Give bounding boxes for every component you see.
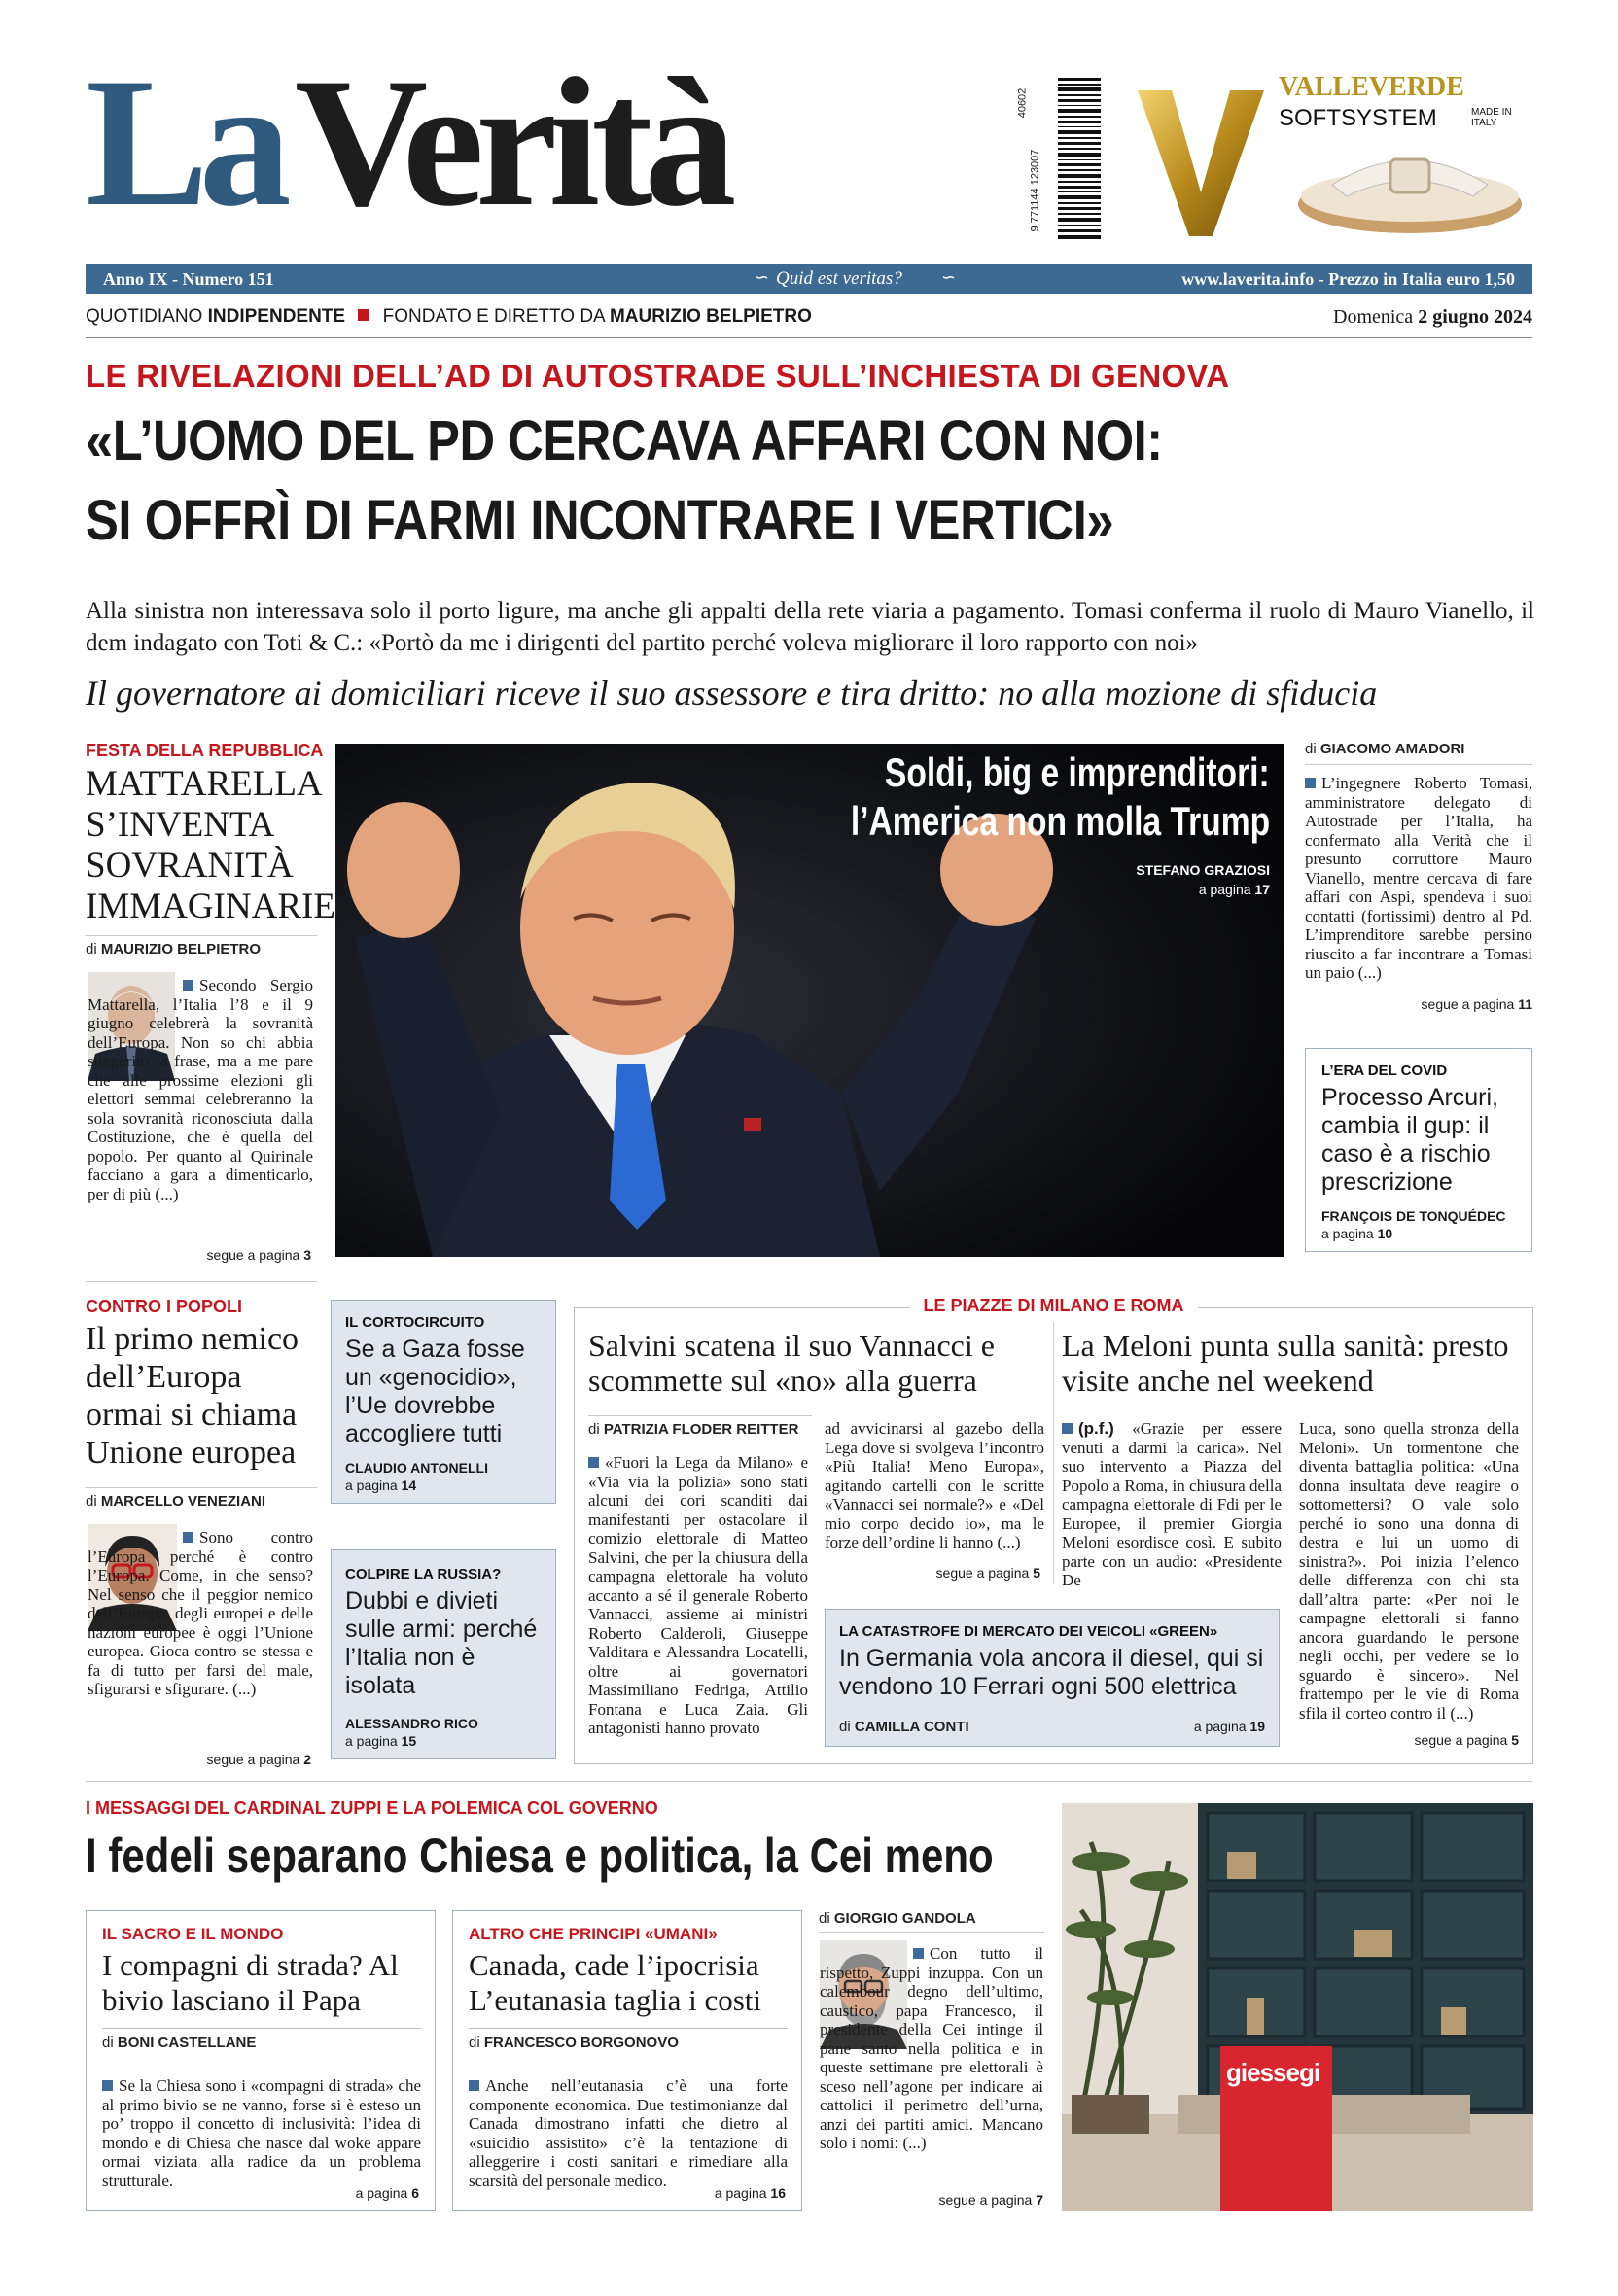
divider xyxy=(86,337,1532,338)
divider xyxy=(86,1781,1532,1782)
author-name: BONI CASTELLANE xyxy=(117,2035,257,2051)
bullet-square-icon xyxy=(1062,1423,1073,1434)
canada-text xyxy=(469,2076,788,2190)
more-page: 11 xyxy=(1518,996,1532,1012)
author-name: MARCELLO VENEZIANI xyxy=(100,1493,266,1510)
gaza-box[interactable] xyxy=(331,1300,556,1504)
logo-la: La xyxy=(86,41,282,245)
author-name: CAMILLA CONTI xyxy=(854,1719,969,1735)
green-box[interactable] xyxy=(825,1609,1280,1747)
sacro-page xyxy=(356,2185,419,2201)
page-number: 10 xyxy=(1377,1226,1393,1241)
ad-brand: VALLEVERDE xyxy=(1279,72,1464,102)
salvini-text-body-2: ad avvicinarsi al gazebo della Lega dove si svolgeva l’incontro «Più Italia! Meno Europa», agitando cartelli con le scritte «Vannacci sei normale?» e «Del mio corpo decido io», ma le forze dell’ordine li hanno (...) xyxy=(825,1419,1044,1551)
site-price[interactable]: www.laverita.info - Prezzo in Italia euro 1,50 xyxy=(1181,269,1515,289)
lead-headline-2[interactable]: SI OFFRÌ DI FARMI INCONTRARE I VERTICI» xyxy=(86,489,1114,552)
meloni-more[interactable] xyxy=(1299,1732,1519,1748)
veneziani-more[interactable] xyxy=(86,1752,311,1767)
byline-di: di xyxy=(819,1910,830,1927)
veneziani-headline[interactable]: Il primo nemico dell’Europa ormai si chiama Unione europea xyxy=(86,1321,299,1471)
ad-sub: SOFTSYSTEM xyxy=(1279,105,1437,131)
quotidiano-label: QUOTIDIANO xyxy=(86,306,203,327)
canada-headline: Canada, cade l’ipocrisia L’eutanasia taglia i costi xyxy=(469,1948,762,2017)
zuppi-headline[interactable]: I fedeli separano Chiesa e politica, la Cei meno xyxy=(86,1828,994,1883)
salvini-text-2 xyxy=(825,1419,1044,1552)
page-label: a pagina xyxy=(1198,882,1251,897)
left-headline[interactable]: MATTARELLA S’INVENTA SOVRANITÀ IMMAGINARIE xyxy=(86,764,335,926)
director-name: MAURIZIO BELPIETRO xyxy=(609,306,812,327)
giessegi-logo xyxy=(1220,2046,1332,2211)
byline-di: di xyxy=(102,2035,114,2051)
author-name: GIORGIO GANDOLA xyxy=(833,1910,976,1927)
right-text-body: L’ingegnere Roberto Tomasi, amministratore delegato di Autostrade per l’Italia, ha confermato alla Verità che il presunto corruttore Mauro Vianello, mentre cercava di fare affari con Aspi, spendeva i suoi contatti (fortissimi) dentro al Pd. L’imprenditore sarebbe persino riuscito a far incontrare a Tomasi un paio (...) xyxy=(1305,774,1532,982)
green-kicker: LA CATASTROFE DI MERCATO DEI VEICOLI «GREEN» xyxy=(839,1623,1218,1640)
russia-headline: Dubbi e divieti sulle armi: perché l’Italia non è isolata xyxy=(345,1587,538,1699)
bottom-ad[interactable] xyxy=(1062,1803,1533,2211)
left-more[interactable] xyxy=(86,1247,311,1263)
divider xyxy=(819,1932,1044,1933)
valleverde-v-logo xyxy=(1133,76,1269,241)
ad-bottom-brand: giessegi xyxy=(1226,2058,1320,2087)
author-name: GIACOMO AMADORI xyxy=(1319,741,1465,757)
indipendente-label: INDIPENDENTE xyxy=(207,306,346,327)
more-label: segue a pagina xyxy=(206,1752,300,1767)
logo-verita: Verità xyxy=(295,41,728,245)
barcode xyxy=(1016,78,1108,248)
author-name: MAURIZIO BELPIETRO xyxy=(100,941,262,957)
bullet-square-icon xyxy=(183,1532,193,1543)
meloni-text-body-1: «Grazie per essere venuti a darmi la carica». Nel suo intervento a Piazza del Popolo a Roma, in chiusura della campagna elettorale di Fdi per le Europee, il premier Giorgia Meloni esordisce così. E subito parte con un audio: «Presidente De xyxy=(1062,1419,1282,1589)
lead-deck: Il governatore ai domiciliari riceve il suo assessore e tira dritto: no alla mozione di sfiducia xyxy=(86,674,1378,713)
gandola-byline xyxy=(819,1910,976,1927)
russia-page xyxy=(345,1733,416,1749)
veneziani-text-body: Sono contro l’Europa perché è contro l’Europa. Come, in che senso? Nel senso che il peggior nemico dell’Europa, degli europei e delle nazioni europee è oggi l’Unione europea. Gioca contro se stessa e fa di tutto per farsi del male, sfigurarsi e sfigurare. (...) xyxy=(88,1528,313,1698)
canada-text-body: Anche nell’eutanasia c’è una forte componente economica. Due testimonianze dal Canada dimostrano infatti che dietro al «suicidio assistito» c’è la tentazione di alleggerire i costi sanitari e rimediare alla scarsità del personale medico. xyxy=(469,2076,788,2190)
russia-byline: ALESSANDRO RICO xyxy=(345,1716,478,1731)
canada-byline xyxy=(469,2035,679,2051)
salvini-headline[interactable]: Salvini scatena il suo Vannacci e scommette sul «no» alla guerra xyxy=(588,1328,995,1398)
sacro-byline xyxy=(102,2035,256,2051)
canada-kicker: ALTRO CHE PRINCIPI «UMANI» xyxy=(469,1925,718,1943)
russia-box[interactable] xyxy=(331,1549,556,1759)
page-label: a pagina xyxy=(345,1733,398,1749)
photo-page xyxy=(1199,882,1270,897)
page-label: a pagina xyxy=(345,1478,398,1493)
gandola-text xyxy=(820,1944,1043,2153)
author-name: FRANCESCO BORGONOVO xyxy=(483,2035,679,2051)
sub-bar xyxy=(86,306,1532,333)
divider xyxy=(588,1415,812,1416)
canada-box[interactable] xyxy=(452,1910,802,2211)
divider xyxy=(86,935,317,936)
sacro-box[interactable] xyxy=(86,1910,436,2211)
ornament-right-icon: ∽ xyxy=(941,267,957,287)
gaza-kicker: IL CORTOCIRCUITO xyxy=(345,1314,485,1331)
meloni-initials: (p.f.) xyxy=(1078,1419,1114,1438)
byline-di: di xyxy=(588,1421,600,1438)
gaza-page xyxy=(345,1478,416,1493)
ornament-left-icon: ∽ xyxy=(755,267,770,287)
photo-headline-1: Soldi, big e imprenditori: xyxy=(885,749,1270,795)
page-number: 16 xyxy=(770,2185,786,2201)
author-name: PATRIZIA FLODER REITTER xyxy=(603,1421,799,1438)
page-label: a pagina xyxy=(1193,1719,1247,1734)
veneziani-byline xyxy=(86,1493,265,1510)
issue-number: Anno IX - Numero 151 xyxy=(103,269,274,289)
byline-di: di xyxy=(86,941,97,957)
byline-di: di xyxy=(86,1493,97,1510)
gaza-headline: Se a Gaza fosse un «genocidio», l’Ue dovrebbe accogliere tutti xyxy=(345,1336,525,1447)
bullet-square-icon xyxy=(913,1948,924,1959)
left-byline xyxy=(86,941,261,957)
more-label: segue a pagina xyxy=(938,2192,1033,2208)
left-text-body: Secondo Sergio Mattarella, l’Italia l’8 e il 9 giugno celebrerà la sovranità dell’Europa. Non so chi abbia suggerito la frase, ma a me pare che alle prossime elezioni gli elettori semmai celebreranno la sola sovranità riconosciuta dalla Costituzione, che è quella del popolo. Per quanto al Quirinale facciano a gara a dimenticarlo, per di più (...) xyxy=(88,976,313,1203)
bullet-square-icon xyxy=(1305,778,1316,788)
barcode-icon xyxy=(1040,78,1108,248)
photo-byline: STEFANO GRAZIOSI xyxy=(1136,862,1270,878)
ad-made: MADE IN ITALY xyxy=(1471,107,1512,128)
veneziani-kicker: CONTRO I POPOLI xyxy=(86,1297,243,1316)
page-label: a pagina xyxy=(1321,1226,1374,1241)
canada-page xyxy=(715,2185,786,2201)
more-label: segue a pagina xyxy=(1421,996,1515,1012)
salvini-more[interactable] xyxy=(825,1565,1040,1581)
byline-di: di xyxy=(469,2035,480,2051)
right-byline xyxy=(1305,741,1464,757)
gaza-byline: CLAUDIO ANTONELLI xyxy=(345,1460,488,1476)
date-value: 2 giugno 2024 xyxy=(1418,306,1532,328)
bullet-square-icon xyxy=(183,980,193,991)
covid-page xyxy=(1321,1226,1392,1241)
col-divider xyxy=(1053,1322,1054,1584)
covid-byline: FRANÇOIS DE TONQUÉDEC xyxy=(1321,1208,1506,1224)
red-square-icon xyxy=(358,309,369,321)
piazze-kicker-text: LE PIAZZE DI MILANO E ROMA xyxy=(910,1296,1198,1315)
date xyxy=(1333,306,1532,329)
divider xyxy=(102,2028,421,2029)
weekday: Domenica xyxy=(1333,306,1414,328)
more-page: 3 xyxy=(303,1247,311,1263)
meloni-headline[interactable]: La Meloni punta sulla sanità: presto visite anche nel weekend xyxy=(1062,1328,1509,1398)
sacro-headline: I compagni di strada? Al bivio lasciano il Papa xyxy=(102,1948,399,2017)
more-page: 5 xyxy=(1511,1732,1519,1748)
motto: Quid est veritas? xyxy=(776,268,902,289)
barcode-side: 40602 xyxy=(1016,87,1029,119)
gandola-more[interactable] xyxy=(820,2192,1043,2208)
veneziani-text xyxy=(88,1528,313,1699)
page-number: 19 xyxy=(1249,1719,1265,1734)
sacro-text-body: Se la Chiesa sono i «compagni di strada» che al primo bivio se ne vanno, forse si è esteso un po’ troppo il concetto di inclusività: l’idea di mondo e di Chiesa che nasce dal woke appare ormai viziata alla radice da un problema strutturale. xyxy=(102,2076,421,2190)
meloni-text-2 xyxy=(1299,1419,1519,1722)
info-bar xyxy=(86,264,1532,294)
salvini-text-1 xyxy=(588,1453,808,1738)
byline-di: di xyxy=(1305,741,1317,757)
more-label: segue a pagina xyxy=(206,1247,300,1263)
more-label: segue a pagina xyxy=(935,1565,1030,1581)
sacro-text xyxy=(102,2076,421,2190)
divider xyxy=(1305,764,1532,765)
meloni-text-body-2: Luca, sono quella stronza della Meloni». Un tormentone che diventa battaglia politica: «Una donna insultata deve reagire o sottomettersi? O vale solo perché io sono una donna di destra e lui un uomo di sinistra?». Poi inizia l’elenco delle differenza con chi sta dall’altra parte: «Per noi le campagne elettorali si fanno ancora guardando le persone negli occhi, per vedere se lo sguardo è sincero». Nel frattempo per le vie di Roma sfila il corteo contro il (...) xyxy=(1299,1419,1519,1722)
photo-headline-2: l’America non molla Trump xyxy=(850,798,1270,844)
lead-kicker: LE RIVELAZIONI DELL’AD DI AUTOSTRADE SULL’INCHIESTA DI GENOVA xyxy=(86,358,1230,394)
lead-headline-1[interactable]: «L’UOMO DEL PD CERCAVA AFFARI CON NOI: xyxy=(86,409,1163,472)
piazze-kicker xyxy=(574,1296,1533,1316)
covid-kicker: L’ERA DEL COVID xyxy=(1321,1062,1448,1079)
salvini-byline xyxy=(588,1421,798,1438)
divider xyxy=(86,1281,317,1282)
divider xyxy=(469,2028,788,2029)
bullet-square-icon xyxy=(469,2080,479,2091)
left-text xyxy=(88,976,313,1203)
bullet-square-icon xyxy=(102,2080,113,2091)
salvini-text-body-1: «Fuori la Lega da Milano» e «Via via la polizia» sono stati alcuni dei cori scanditi dai manifestanti per ostacolare il comizio elettorale di Matteo Salvini, che per la chiusura della campagna elettorale ha voluto accanto a sé il generale Roberto Vannacci, assieme ai ministri Roberto Calderoli, Giuseppe Valditara e Alessandra Locatelli, oltre ai governatori Massimiliano Fedriga, Attilio Fontana e Luca Zaia. Gli antagonisti hanno provato xyxy=(588,1453,808,1737)
green-byline xyxy=(839,1719,969,1735)
lead-summary: Alla sinistra non interessava solo il porto ligure, ma anche gli appalti della rete viaria a pagamento. Tomasi conferma il ruolo di Mauro Vianello, il dem indagato con Toti & C.: «Portò da me i dirigenti del partito perché voleva migliorare il loro rapporto con noi» xyxy=(86,598,1534,656)
right-text xyxy=(1305,774,1532,983)
byline-di: di xyxy=(839,1719,851,1735)
more-page: 7 xyxy=(1036,2192,1043,2208)
page-number: 15 xyxy=(401,1733,417,1749)
trump-photo[interactable] xyxy=(335,744,1284,1257)
green-page xyxy=(1194,1719,1265,1734)
zuppi-kicker: I MESSAGGI DEL CARDINAL ZUPPI E LA POLEMICA COL GOVERNO xyxy=(86,1798,658,1818)
covid-headline: Processo Arcuri, cambia il gup: il caso è a rischio prescrizione xyxy=(1321,1084,1499,1196)
barcode-number: 9 771144 123007 xyxy=(1029,149,1041,232)
page-number: 14 xyxy=(401,1478,417,1493)
divider xyxy=(86,1487,317,1488)
more-label: segue a pagina xyxy=(1414,1732,1508,1748)
page-label: a pagina xyxy=(355,2185,408,2201)
masthead-logo xyxy=(86,41,863,245)
russia-kicker: COLPIRE LA RUSSIA? xyxy=(345,1566,502,1583)
right-more[interactable] xyxy=(1305,996,1532,1012)
covid-box[interactable] xyxy=(1305,1048,1532,1252)
green-headline: In Germania vola ancora il diesel, qui si vendono 10 Ferrari ogni 500 elettrica xyxy=(839,1645,1264,1700)
sacro-kicker: IL SACRO E IL MONDO xyxy=(102,1925,284,1943)
left-kicker: FESTA DELLA REPUBBLICA xyxy=(86,741,324,760)
page-label: a pagina xyxy=(714,2185,767,2201)
page-number: 6 xyxy=(411,2185,419,2201)
meloni-text-1 xyxy=(1062,1419,1282,1590)
sandal-image xyxy=(1293,136,1527,243)
page-number: 17 xyxy=(1254,882,1270,897)
more-page: 5 xyxy=(1033,1565,1040,1581)
gandola-text-body: Con tutto il rispetto, Zuppi inzuppa. Con un calembour degno dell’ultimo, caustico, papa Francesco, il presidente della Cei intinge il pane santo nella politica e in queste settimane pre elettorali è sceso nell’agone per indicare ai cattolici il perimetro dell’urna, anzi dei partiti amici. Mancano solo i nomi: (...) xyxy=(820,1944,1043,2152)
bullet-square-icon xyxy=(588,1457,599,1468)
top-ad xyxy=(1133,70,1531,245)
fondato-label: FONDATO E DIRETTO DA xyxy=(382,306,605,327)
more-page: 2 xyxy=(303,1752,311,1767)
